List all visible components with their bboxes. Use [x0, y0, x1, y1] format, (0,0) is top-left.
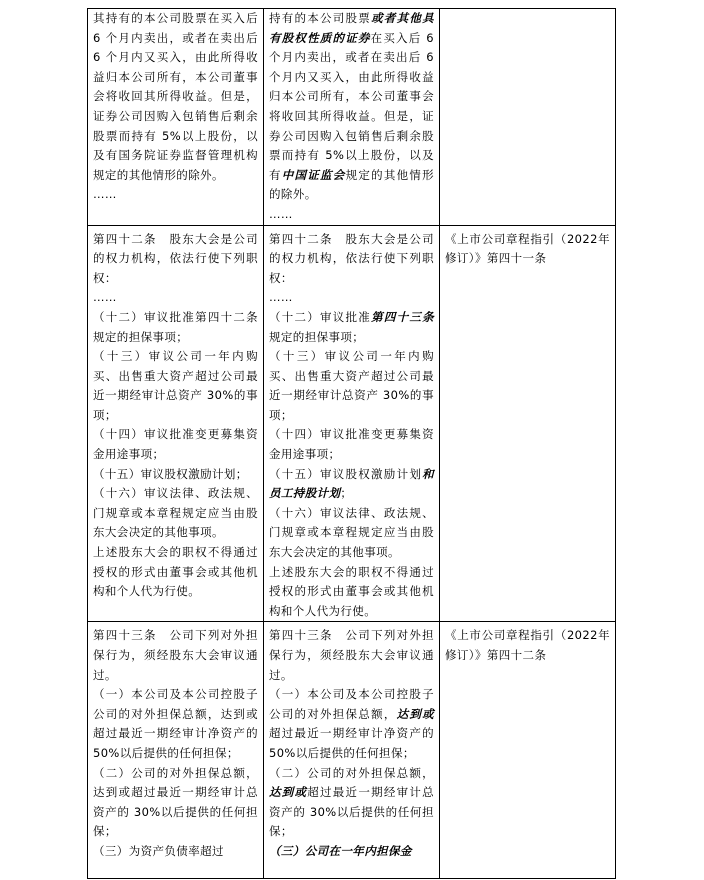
revised-text: 上述股东大会的职权不得通过授权的形式由董事会或其他机构和个人代为行使。 — [269, 564, 434, 618]
original-paragraph: …… — [93, 187, 117, 202]
original-paragraph: …… — [93, 290, 117, 305]
revised-text: 超过最近一期经审计净资产的 50%以后提供的任何担保； — [269, 726, 434, 760]
revised-paragraph — [269, 465, 434, 504]
revised-paragraph — [269, 205, 434, 225]
revised-text-emphasis: 达到或 — [396, 706, 435, 721]
revised-text: 超过最近一期经审计总资产的 30%以后提供的任何担保； — [269, 785, 435, 839]
revision-basis-text: 《上市公司章程指引（2022年修订）》第四十二条 — [445, 628, 610, 662]
revised-paragraph — [269, 288, 434, 308]
revised-text: （十二）审议批准 — [269, 309, 372, 324]
revised-text: …… — [269, 206, 293, 221]
revised-text-emphasis: 或者其他具有股权性质的证券 — [269, 11, 435, 45]
revised-paragraph — [269, 563, 434, 622]
table-body — [88, 9, 616, 879]
revised-text: （一）本公司及本公司控股子公司的对外担保总额， — [269, 687, 434, 721]
revised-paragraph — [269, 425, 434, 464]
revised-paragraph — [269, 347, 434, 425]
revised-text: （十三）审议公司一年内购买、出售重大资产超过公司最近一期经审计总资产 30%的事项； — [269, 349, 434, 422]
revised-text-emphasis: 达到或 — [269, 785, 308, 800]
revised-text: （十四）审议批准变更募集资金用途事项； — [269, 427, 434, 462]
revised-text: 在买入后 6 个月内卖出，或者在卖出后 6 个月内又买入，由此所得收益归本公司所有，本公司董事会将收回其所得收益。但是，证券公司因购入包销售后剩余股票而持有 5%以上股份，以及有 — [269, 30, 435, 182]
table-row — [88, 225, 616, 622]
revised-clause-cell — [264, 9, 440, 226]
original-paragraph: （十五）审议股权激励计划； — [93, 466, 248, 481]
original-paragraph: （十六）审议法律、政法规、门规章或本章程规定应当由股东大会决定的其他事项。 — [93, 486, 258, 540]
revised-text: 规定的担保事项； — [269, 329, 365, 344]
revised-paragraph — [269, 626, 434, 685]
revised-text: 持有的本公司股票 — [269, 11, 372, 25]
original-paragraph: 第四十二条 股东大会是公司的权力机构，依法行使下列职权： — [93, 231, 258, 285]
revised-text: 第四十二条 股东大会是公司的权力机构，依法行使下列职权： — [269, 231, 434, 285]
revised-text-emphasis: 第四十三条 — [371, 309, 435, 324]
original-paragraph: （十三）审议公司一年内购买、出售重大资产超过公司最近一期经审计总资产 30%的事项； — [93, 349, 258, 422]
original-clause-cell — [88, 9, 264, 226]
revised-text: （十五）审议股权激励计划 — [269, 466, 423, 481]
original-paragraph: （三）为资产负债率超过 — [93, 843, 224, 858]
original-paragraph: 上述股东大会的职权不得通过授权的形式由董事会或其他机构和个人代为行使。 — [93, 545, 258, 599]
original-paragraph: （十四）审议批准变更募集资金用途事项； — [93, 427, 258, 462]
comparison-table — [87, 8, 616, 879]
revised-text: …… — [269, 290, 293, 305]
revised-paragraph — [269, 764, 434, 842]
revised-text: 第四十三条 公司下列对外担保行为，须经股东大会审议通过。 — [269, 628, 434, 682]
revised-text: （十六）审议法律、政法规、门规章或本章程规定应当由股东大会决定的其他事项。 — [269, 505, 434, 560]
revised-paragraph — [269, 9, 434, 205]
revision-basis-text: 《上市公司章程指引（2022年修订）》第四十一条 — [445, 231, 610, 266]
revised-paragraph — [269, 308, 434, 347]
revised-text-emphasis: （三）公司在一年内担保金 — [269, 843, 412, 858]
revised-text: 规定的其他情形的除外。 — [269, 167, 435, 202]
original-clause-cell — [88, 622, 264, 879]
revised-paragraph — [269, 230, 434, 289]
original-paragraph: （二）公司的对外担保总额，达到或超过最近一期经审计总资产的 30%以后提供的任何担保； — [93, 765, 258, 839]
revised-clause-cell — [264, 225, 440, 622]
original-paragraph: 其持有的本公司股票在买入后 6 个月内卖出，或者在卖出后 6 个月内又买入，由此所得收益归本公司所有，本公司董事会将收回其所得收益。但是，证券公司因购入包销售后剩余股票而持有 5%以上股份，以及有国务院证券监督管理机构规定的其他情形的除外。 — [93, 11, 258, 182]
revised-text: ； — [340, 486, 353, 501]
original-paragraph: 第四十三条 公司下列对外担保行为，须经股东大会审议通过。 — [93, 628, 258, 682]
revised-text-emphasis: 中国证监会 — [281, 167, 346, 182]
revision-basis-cell — [440, 622, 616, 879]
revision-basis-cell — [440, 225, 616, 622]
table-row — [88, 9, 616, 226]
revision-basis-cell — [440, 9, 616, 226]
original-paragraph: （一）本公司及本公司控股子公司的对外担保总额，达到或超过最近一期经审计净资产的 50%以后提供的任何担保； — [93, 687, 258, 760]
revised-paragraph — [269, 685, 434, 763]
table-row — [88, 622, 616, 879]
revised-paragraph — [269, 504, 434, 563]
revised-clause-cell — [264, 622, 440, 879]
revised-paragraph — [269, 842, 434, 862]
original-clause-cell — [88, 225, 264, 622]
revised-text-emphasis: 和员工持股计划 — [269, 466, 434, 501]
original-paragraph: （十二）审议批准第四十二条规定的担保事项； — [93, 309, 258, 344]
revised-text: （二）公司的对外担保总额， — [269, 765, 434, 780]
